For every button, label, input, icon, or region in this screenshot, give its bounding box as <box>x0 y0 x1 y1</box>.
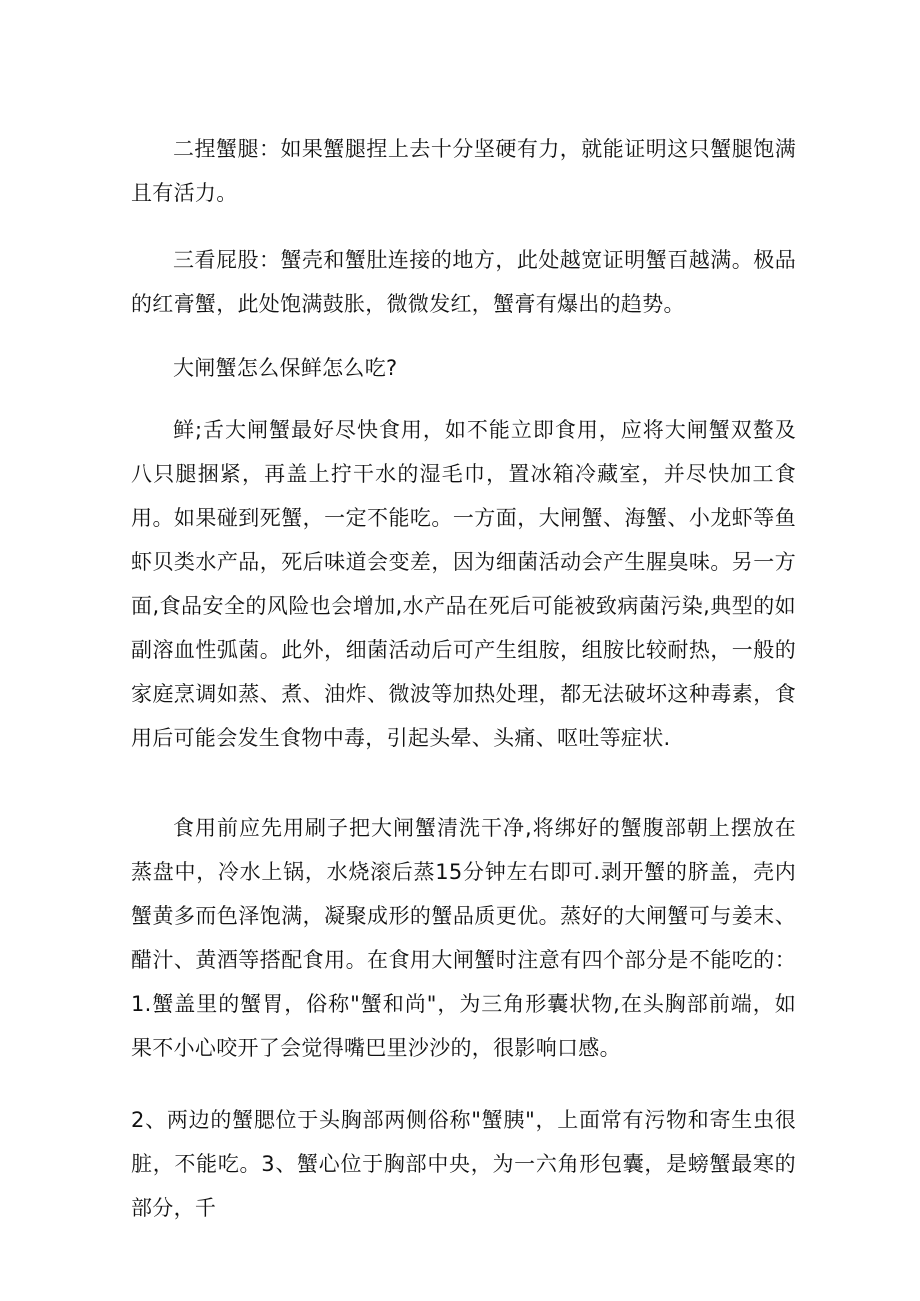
paragraph-inedible-parts: 2、两边的蟹腮位于头胸部两侧俗称"蟹胰"，上面常有污物和寄生虫很脏，不能吃。3、蟹心位于胸部中央，为一六角形包囊，是螃蟹最寒的部分，千 <box>131 1108 796 1220</box>
paragraph-heading-question: 大闸蟹怎么保鲜怎么吃? <box>173 356 398 380</box>
paragraph-crab-belly: 三看屁股：蟹壳和蟹肚连接的地方，此处越宽证明蟹百越满。极品的红膏蟹，此处饱满鼓胀，微微发红，蟹膏有爆出的趋势。 <box>131 248 796 316</box>
paragraph-cooking: 食用前应先用刷子把大闸蟹清洗干净,将绑好的蟹腹部朝上摆放在蒸盘中，冷水上锅，水烧滚后蒸15分钟左右即可.剥开蟹的脐盖，壳内蟹黄多而色泽饱满，凝聚成形的蟹品质更优。蒸好的大闸蟹可与姜末、醋汁、黄酒等搭配食用。在食用大闸蟹时注意有四个部分是不能吃的：1.蟹盖里的蟹胃，俗称"蟹和尚"，为三角形囊状物,在头胸部前端，如果不小心咬开了会觉得嘴巴里沙沙的，很影响口感。 <box>131 816 796 1060</box>
paragraph-preservation: 鲜;舌大闸蟹最好尽快食用，如不能立即食用，应将大闸蟹双螯及八只腿捆紧，再盖上拧干水的湿毛巾，置冰箱冷藏室，并尽快加工食用。如果碰到死蟹，一定不能吃。一方面，大闸蟹、海蟹、小龙虾等鱼虾贝类水产品，死后味道会变差，因为细菌活动会产生腥臭味。另一方面,食品安全的风险也会增加,水产品在死后可能被致病菌污染,典型的如副溶血性弧菌。此外，细菌活动后可产生组胺，组胺比较耐热，一般的家庭烹调如蒸、煮、油炸、微波等加热处理，都无法破坏这种毒素，食用后可能会发生食物中毒，引起头晕、头痛、呕吐等症状. <box>131 418 796 750</box>
paragraph-crab-legs: 二捏蟹腿：如果蟹腿捏上去十分坚硬有力，就能证明这只蟹腿饱满且有活力。 <box>131 137 796 205</box>
